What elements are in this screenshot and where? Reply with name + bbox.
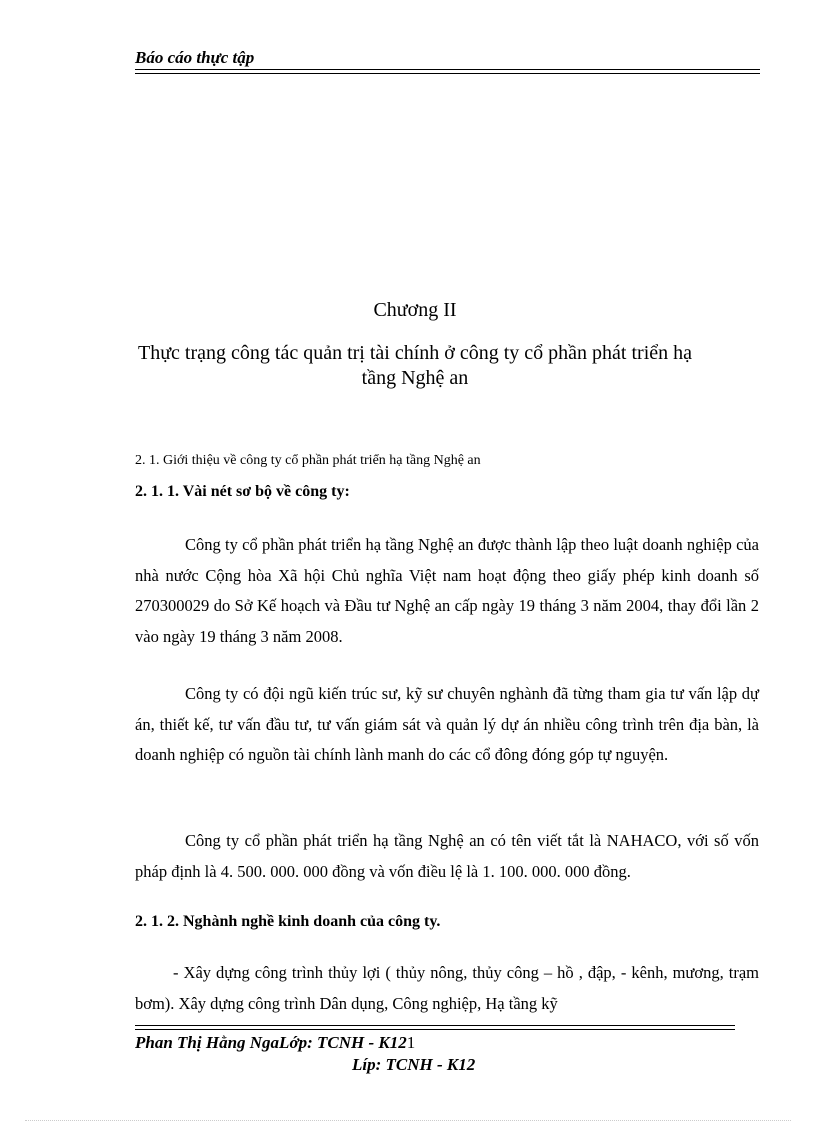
paragraph-company-founding: Công ty cổ phần phát triển hạ tầng Nghệ an được thành lập theo luật doanh nghiệp của nhà nước Cộng hòa Xã hội Chủ nghĩa Việt nam hoạt động theo giấy phép kinh doanh số 270300029 do Sở Kế hoạch và Đầu tư Nghệ an cấp ngày 19 tháng 3 năm 2004, thay đổi lần 2 vào ngày 19 tháng 3 năm 2008. bbox=[135, 535, 759, 646]
section-heading: 2. 1. Giới thiệu về công ty cổ phần phát triển hạ tầng Nghệ an bbox=[135, 453, 481, 468]
paragraph-company-capital: Công ty cổ phần phát triển hạ tầng Nghệ an có tên viết tắt là NAHACO, với số vốn pháp định là 4. 500. 000. 000 đồng và vốn điều lệ là 1. 100. 000. 000 đồng. bbox=[135, 831, 759, 881]
footer-class: Líp: TCNH - K12 bbox=[352, 1055, 476, 1074]
footer-author-class: Phan Thị Hằng NgaLớp: TCNH - K12 bbox=[135, 1033, 407, 1052]
bullet-business-lines: - Xây dựng công trình thủy lợi ( thủy nông, thủy công – hồ , đập, - kênh, mương, trạm bơm). Xây dựng công trình Dân dụng, Công nghiệp, Hạ tầng kỹ bbox=[135, 963, 759, 1013]
page-number: 1 bbox=[406, 1033, 416, 1052]
header-title: Báo cáo thực tập bbox=[135, 48, 255, 67]
chapter-number: Chương II bbox=[373, 299, 457, 321]
footer-divider bbox=[135, 1025, 735, 1030]
footer-author bbox=[135, 1033, 415, 1053]
header-divider bbox=[135, 69, 760, 74]
page-bottom-dotted-line bbox=[25, 1120, 791, 1121]
chapter-title: Thực trạng công tác quản trị tài chính ở công ty cổ phần phát triển hạ tầng Nghệ an bbox=[137, 342, 692, 389]
subsection-heading-2: 2. 1. 2. Nghành nghề kinh doanh của công ty. bbox=[135, 913, 441, 930]
paragraph-company-staff: Công ty có đội ngũ kiến trúc sư, kỹ sư chuyên nghành đã từng tham gia tư vấn lập dự án, thiết kế, tư vấn đầu tư, tư vấn giám sát và quản lý dự án nhiều công trình trên địa bàn, là doanh nghiệp có nguồn tài chính lành manh do các cổ đông đóng góp tự nguyện. bbox=[135, 684, 759, 764]
subsection-heading-1: 2. 1. 1. Vài nét sơ bộ về công ty: bbox=[135, 483, 350, 500]
